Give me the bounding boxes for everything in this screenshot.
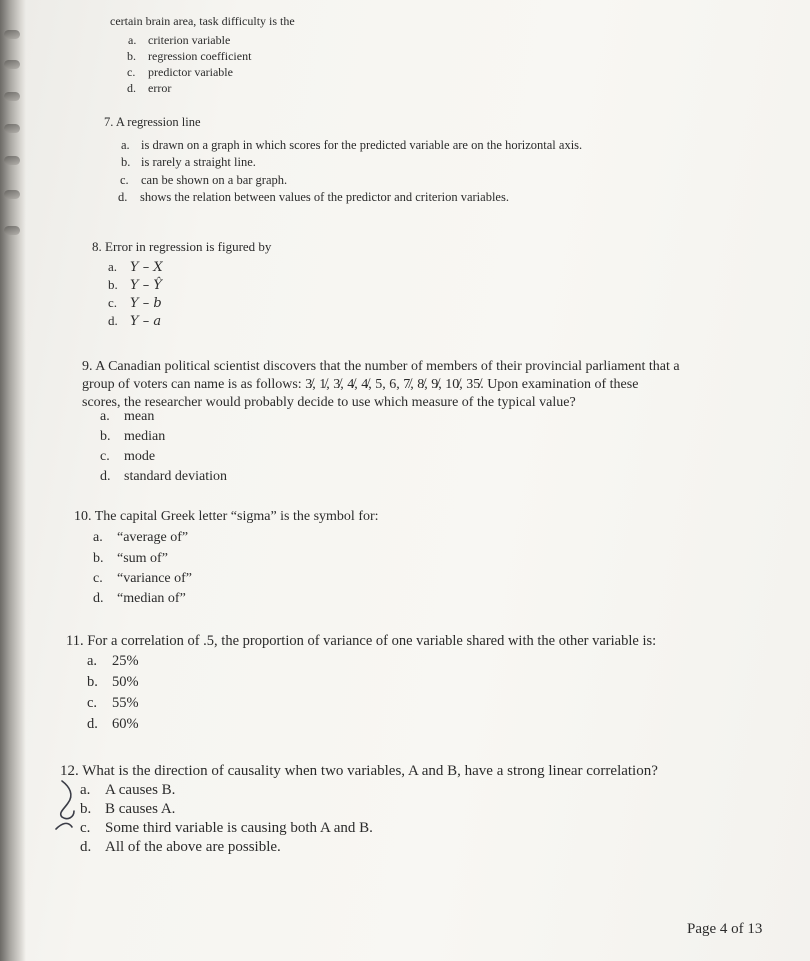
page-number: Page 4 of 13	[687, 921, 763, 937]
option-c: c. can be shown on a bar graph.	[120, 173, 288, 187]
option-b: b. 50%	[87, 674, 139, 690]
option-a: a. A causes B.	[80, 782, 176, 798]
option-a: a. is drawn on a graph in which scores for the predicted variable are on the horizontal axis.	[121, 138, 583, 152]
option-b: b. “sum of”	[93, 551, 168, 566]
option-d: d. All of the above are possible.	[80, 839, 281, 855]
binding-ring	[4, 30, 20, 39]
binding-ring	[4, 124, 20, 133]
question-stem-continued: scores, the researcher would probably decide to use which measure of the typical value?	[82, 395, 576, 410]
question-11	[66, 633, 657, 732]
option-c: c. “variance of”	[93, 571, 192, 586]
option-a: a. “average of”	[93, 530, 189, 545]
option-c: c. predictor variable	[127, 65, 233, 79]
option-a: a. 25%	[87, 653, 139, 669]
question-stem: certain brain area, task difficulty is the	[110, 14, 295, 28]
question-12	[60, 763, 658, 855]
question-stem: 8. Error in regression is figured by	[92, 239, 272, 254]
question-stem-scores: group of voters can name is as follows: 3̸, 1̸, 3̸, 4̸, 4̸, 5, 6, 7̸, 8̸, 9̸, 10̸, 35̸. Upon examination of these	[82, 377, 639, 392]
question-8	[92, 239, 272, 329]
question-9	[82, 358, 680, 484]
option-a: a. Y – X	[108, 259, 163, 275]
question-stem: 9. A Canadian political scientist discovers that the number of members of their provincial parliament that a	[82, 359, 680, 374]
binding-ring	[4, 226, 20, 235]
option-d: d. Y – a	[108, 313, 162, 329]
option-a: a. criterion variable	[128, 33, 231, 47]
option-c: c. Y – b	[108, 295, 162, 311]
option-d: d. standard deviation	[100, 469, 228, 484]
option-b: b. median	[100, 429, 166, 444]
question-6-continued	[110, 14, 295, 95]
handwritten-answer-mark	[48, 777, 88, 837]
spiral-binding	[0, 0, 26, 961]
score-list: 3̸, 1̸, 3̸, 4̸, 4̸, 5, 6, 7̸, 8̸, 9̸, 10̸, 35̸	[305, 377, 481, 392]
question-7	[104, 115, 583, 204]
option-d: d. error	[127, 81, 172, 95]
option-d: d. 60%	[87, 716, 139, 732]
option-c: c. Some third variable is causing both A and B.	[80, 820, 373, 836]
option-d: d. “median of”	[93, 591, 186, 606]
option-a: a. mean	[100, 409, 155, 424]
binding-ring	[4, 156, 20, 165]
option-d: d. shows the relation between values of the predictor and criterion variables.	[118, 190, 509, 204]
option-b: b. is rarely a straight line.	[121, 155, 256, 169]
question-stem: 7. A regression line	[104, 115, 201, 129]
option-c: c. mode	[100, 449, 156, 464]
option-b: b. Y – Ŷ	[108, 277, 162, 293]
binding-ring	[4, 60, 20, 69]
question-stem: 10. The capital Greek letter “sigma” is the symbol for:	[74, 509, 379, 524]
binding-ring	[4, 190, 20, 199]
question-stem: 11. For a correlation of .5, the proportion of variance of one variable shared with the other variable is:	[66, 633, 657, 649]
option-c: c. 55%	[87, 695, 139, 711]
question-stem: 12. What is the direction of causality when two variables, A and B, have a strong linear correlation?	[60, 763, 658, 779]
binding-ring	[4, 92, 20, 101]
option-b: b. B causes A.	[80, 801, 176, 817]
question-10	[74, 509, 379, 606]
option-b: b. regression coefficient	[127, 49, 252, 63]
